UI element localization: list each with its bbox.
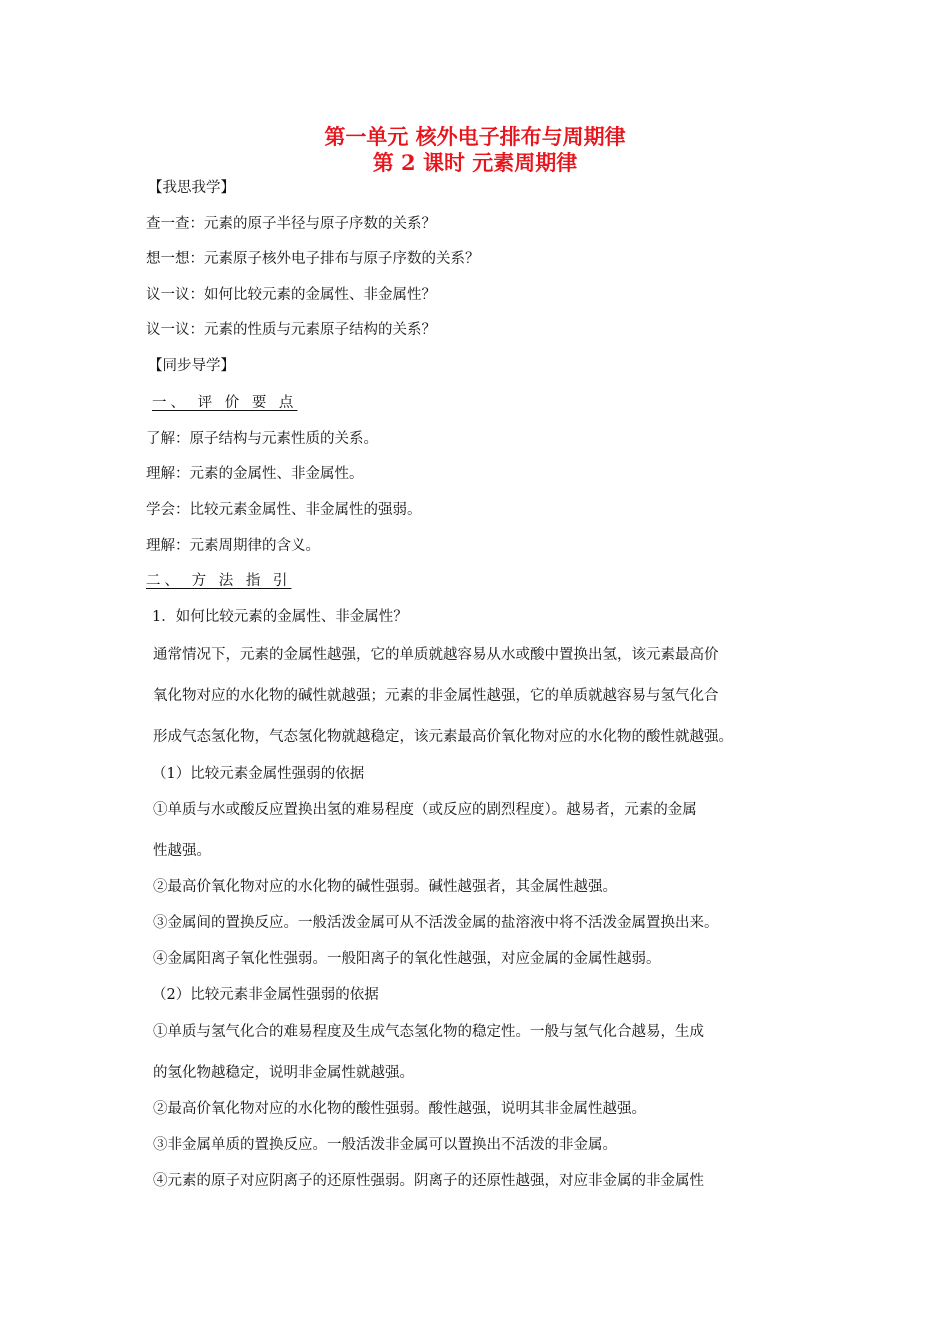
metal-criterion: ③金属间的置换反应。一般活泼金属可从不活泼金属的盐溶液中将不活泼金属置换出来。 xyxy=(153,915,719,931)
nonmetal-criterion: ②最高价氧化物对应的水化物的酸性强弱。酸性越强，说明其非金属性越强。 xyxy=(153,1101,646,1117)
subheading-nonmetal: （2）比较元素非金属性强弱的依据 xyxy=(152,987,379,1003)
think-item: 想一想：元素原子核外电子排布与原子序数的关系？ xyxy=(146,251,480,267)
nonmetal-criterion: ①单质与氢气化合的难易程度及生成气态氢化物的稳定性。一般与氢气化合越易，生成 xyxy=(153,1024,704,1040)
paragraph-line: 形成气态氢化物，气态氢化物就越稳定，该元素最高价氧化物对应的水化物的酸性就越强。 xyxy=(153,729,733,745)
heading-method-guide: 二、 方 法 指 引 xyxy=(146,573,292,589)
section-guide-heading: 【同步导学】 xyxy=(148,358,235,374)
section-think-heading: 【我思我学】 xyxy=(148,180,235,196)
point-item: 理解：元素的金属性、非金属性。 xyxy=(146,466,364,482)
subheading-metal: （1）比较元素金属性强弱的依据 xyxy=(152,766,365,782)
metal-criterion: ④金属阳离子氧化性强弱。一般阳离子的氧化性越强，对应金属的金属性越弱。 xyxy=(153,951,661,967)
paragraph-line: 氧化物对应的水化物的碱性就越强；元素的非金属性越强，它的单质就越容易与氢气化合 xyxy=(153,688,719,704)
metal-criterion: 性越强。 xyxy=(153,843,211,859)
nonmetal-criterion: ③非金属单质的置换反应。一般活泼非金属可以置换出不活泼的非金属。 xyxy=(153,1137,617,1153)
think-item: 查一查：元素的原子半径与原子序数的关系？ xyxy=(146,216,436,232)
point-item: 了解：原子结构与元素性质的关系。 xyxy=(146,431,378,447)
nonmetal-criterion: 的氢化物越稳定，说明非金属性就越强。 xyxy=(153,1065,414,1081)
document-title: 第一单元 核外电子排布与周期律 xyxy=(324,124,626,149)
heading-evaluation-points: 一、 评 价 要 点 xyxy=(152,395,298,411)
metal-criterion: ②最高价氧化物对应的水化物的碱性强弱。碱性越强者，其金属性越强。 xyxy=(153,879,617,895)
think-item: 议一议：元素的性质与元素原子结构的关系？ xyxy=(146,322,436,338)
nonmetal-criterion: ④元素的原子对应阴离子的还原性强弱。阴离子的还原性越强，对应非金属的非金属性 xyxy=(153,1173,704,1189)
paragraph-line: 通常情况下，元素的金属性越强，它的单质就越容易从水或酸中置换出氢，该元素最高价 xyxy=(153,647,719,663)
point-item: 理解：元素周期律的含义。 xyxy=(146,538,320,554)
lesson-title: 第 2 课时 元素周期律 xyxy=(372,150,578,175)
think-item: 议一议：如何比较元素的金属性、非金属性？ xyxy=(146,287,436,303)
point-item: 学会：比较元素金属性、非金属性的强弱。 xyxy=(146,502,422,518)
question-heading: 1．如何比较元素的金属性、非金属性？ xyxy=(152,609,408,625)
metal-criterion: ①单质与水或酸反应置换出氢的难易程度（或反应的剧烈程度）。越易者，元素的金属 xyxy=(153,802,697,818)
